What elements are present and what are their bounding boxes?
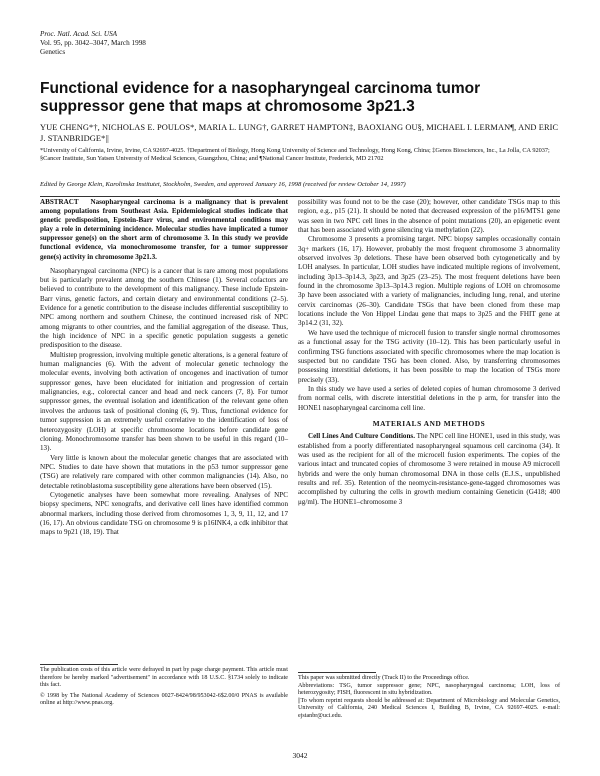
abbreviations-note: Abbreviations: TSG, tumor suppressor gene; NPC, nasopharyngeal carcinoma; LOH, loss of heterozygosity; FISH, fluorescent in situ hybridization. bbox=[298, 682, 560, 697]
left-footnotes bbox=[40, 664, 288, 708]
journal-name: Proc. Natl. Acad. Sci. USA bbox=[40, 30, 118, 38]
paragraph: possibility was found not to be the case (20); however, other candidate TSGs map to this region, e.g., p15 (21). It should be noted that decreased expression of the p16/MTS1 gene was seen in two NPC cell lines in the absence of point mutations (20), an epigenetic event that has been associated with gene silencing via methylation (22). bbox=[298, 198, 560, 235]
paragraph: We have used the technique of microcell fusion to transfer single normal chromosomes as a functional assay for the TSG activity (10–12). This has been particularly useful in confirming TSG functions associated with specific chromosomes where the map location is suspected but no candidate TSG has been cloned. Also, by transferring chromosomes possessing interstitial deletions, it has been possible to map the location of TSGs more precisely (33). bbox=[298, 328, 560, 384]
affiliations: *University of California, Irvine, Irvine, CA 92697-4025. †Department of Biology, Hong Kong University of Science and Technology, Hong Kong, China; ‡Genos Biosciences, Inc., La Jolla, CA 92037; §Cancer Institute, Sun Yatsen University of Medical Sciences, Guangzhou, China; and ¶National Cancer Institute, Frederick, MD 21702 bbox=[40, 147, 550, 163]
paragraph: Chromosome 3 presents a promising target. NPC biopsy samples occasionally contain 3q+ markers (16, 17). However, probably the most frequent chromosome 3 abnormality observed involves 3p deletions. These have been observed both cytogenetically and by LOH analyses. In particular, LOH studies have indicated multiple regions of involvement, including 3p13–3p14.3, 3p23, and 3p25 (23–25). The most frequent deletions have been found in the chromosome 3p13–3p14.3 region. Multiple regions of LOH on chromosome 3p have been associated with a variety of malignancies, including lung, renal, and uterine cervix carcinomas (26–30). Candidate TSGs that have been cloned from these map locations include the Von Hippel Lindau gene that maps to 3p25 and the FHIT gene at 3p14.2 (31, 32). bbox=[298, 235, 560, 328]
right-body-text bbox=[298, 198, 560, 507]
abstract-text: Nasopharyngeal carcinoma is a malignancy that is prevalent among populations from Southeast Asia. Epidemiological studies indicate that genetic predisposition, Epstein-Barr virus, and environmental conditions may play a role in determining incidence. Molecular studies have implicated a tumor suppressor gene(s) on the short arm of chromosome 3. In this study we provide functional evidence, via monochromosome transfer, for a tumor suppressor gene(s) activity in chromosome 3p21.3. bbox=[40, 198, 288, 261]
section-heading: MATERIALS AND METHODS bbox=[372, 418, 486, 428]
abstract bbox=[40, 198, 288, 262]
paragraph: Cytogenetic analyses have been somewhat more revealing. Analyses of NPC biopsy specimens, NPC xenografts, and derivative cell lines have identified common abnormal markers, including those derived from chromosomes 1, 3, 9, 11, 12, and 17 (16, 17). An obvious candidate TSG on chromosome 9 is p16INK4, a cdk inhibitor that maps to 9p21 (18, 19). That bbox=[40, 490, 288, 537]
page-number: 3042 bbox=[292, 751, 308, 760]
methods-paragraph bbox=[298, 432, 560, 507]
left-body-text bbox=[40, 267, 288, 538]
methods-text: The NPC cell line HONE1, used in this study, was established from a poorly differentiated nasopharyngeal squamous cell carcinoma (34). It was used as the recipient for all of the microcell fusion experiments. The copies of the various intact and truncated copies of chromosome 3 were retained in mouse A9 microcell hybrids and were the only human chromosomal DNA in those cells (E.J.S., unpublished results and ref. 35). Retention of the neomycin-resistance-gene-tagged chromosomes was accomplished by culturing the cells in growth medium containing Geneticin (G418; 400 μg/ml). The HONE1–chromosome 3 bbox=[298, 432, 560, 506]
submission-note: This paper was submitted directly (Track II) to the Proceedings office. bbox=[298, 675, 470, 681]
header-divider bbox=[40, 196, 560, 197]
paper-title: Functional evidence for a nasopharyngeal carcinoma tumor suppressor gene that maps at chromosome 3p21.3 bbox=[40, 80, 481, 115]
journal-section: Genetics bbox=[40, 48, 66, 56]
paragraph: In this study we have used a series of deleted copies of human chromosome 3 derived from normal cells, with discrete interstitial deletions in the p arm, for transfer into the HONE1 nasopharyngeal carcinoma cell line. bbox=[298, 384, 560, 412]
publication-cost-note: The publication costs of this article were defrayed in part by page charge payment. This article must therefore be hereby marked "advertisement" in accordance with 18 U.S.C. §1734 solely to indicate this fact. bbox=[40, 667, 288, 689]
right-footnotes bbox=[298, 672, 560, 721]
paragraph: Very little is known about the molecular genetic changes that are associated with NPC. Studies to date have shown that mutations in the p53 tumor suppressor gene (TSG) are relatively rare compared with other common malignancies (14). Also, no detectable retinoblastoma susceptibility gene alterations have been observed (15). bbox=[40, 453, 288, 490]
author-list: YUE CHENG*†, NICHOLAS E. POULOS*, MARIA L. LUNG†, GARRET HAMPTON‡, BAOXIANG OU§, MICHAEL I. LERMAN¶, AND ERIC J. STANBRIDGE*|| bbox=[40, 123, 559, 143]
paragraph: Multistep progression, involving multiple genetic alterations, is a general feature of human malignancies (6). With the advent of molecular genetic technology the molecular events, involving both activation of oncogenes and inactivation of tumor suppressor genes, have been elucidated for initiation and progression of certain malignancies, e.g., colorectal cancer and head and neck cancers (7, 8). For tumor suppressor genes, the eventual isolation and identification of the relevant gene often involves the arduous task of positional cloning (6, 9). Thus, functional evidence for tumor suppression is an extremely useful correlative to the identification of loss of heterozygosity (LOH) at specific chromosome locations before candidate gene cloning. Monochromosome transfer has been shown to be useful in this regard (10–13). bbox=[40, 350, 288, 453]
journal-header bbox=[40, 30, 146, 57]
journal-volume: Vol. 95, pp. 3042–3047, March 1998 bbox=[40, 39, 146, 47]
footnote-divider bbox=[298, 672, 376, 673]
abstract-label: ABSTRACT bbox=[40, 198, 79, 206]
subsection-heading: Cell Lines And Culture Conditions. bbox=[308, 432, 415, 441]
left-column bbox=[40, 198, 288, 538]
correspondence-note: ||To whom reprint requests should be addressed at: Department of Microbiology and Molecular Genetics, University of California, 240 Medical Sciences I, Building B, Irvine, CA 92697-4025. e-mail: ejstanbr@uci.edu. bbox=[298, 697, 560, 719]
paragraph: Nasopharyngeal carcinoma (NPC) is a cancer that is rare among most populations but is particularly prevalent among the southern Chinese (1). Several cofactors are believed to contribute to the development of this malignancy. These include Epstein-Barr virus, genetic factors, and certain dietary and environmental conditions (2–5). Evidence for a genetic contribution to the disease includes differential susceptibility to NPC among northern and southern Chinese, the continued increased risk of NPC among migrants to other countries, and the familial aggregation of the disease. Thus, the high incidence of NPC in a specific genetic population suggests a genetic predisposition to the disease. bbox=[40, 266, 288, 350]
copyright-note: © 1998 by The National Academy of Sciences 0027-8424/98/953042-6$2.00/0 PNAS is available online at http://www.pnas.org. bbox=[40, 692, 288, 707]
edited-by-line: Edited by George Klein, Karolinska Institutet, Stockholm, Sweden, and approved January 16, 1998 (received for review October 14, 1997) bbox=[40, 181, 406, 188]
footnote-divider bbox=[40, 664, 118, 665]
right-column bbox=[298, 198, 560, 507]
